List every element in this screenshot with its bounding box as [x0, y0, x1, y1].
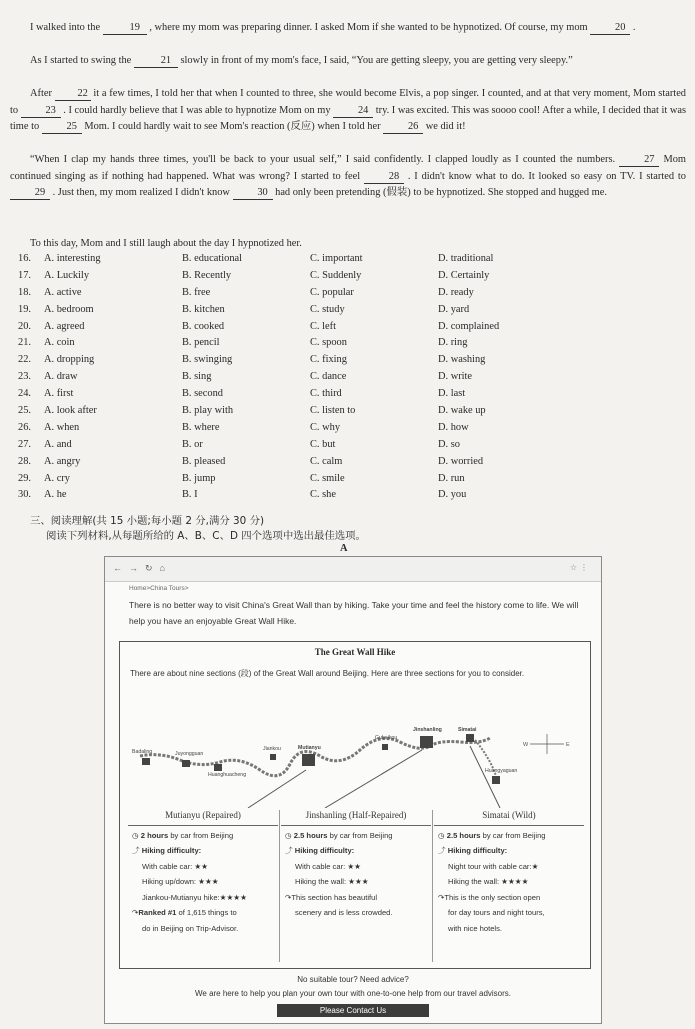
label-jinshanling: Jinshanling — [413, 727, 442, 733]
blank-24: 24 — [333, 104, 373, 118]
browser-toolbar — [105, 557, 601, 582]
note-line: scenery and is less crowded. — [295, 908, 393, 917]
option-choice[interactable]: B. cooked — [182, 320, 225, 332]
option-choice[interactable]: D. run — [438, 472, 465, 484]
cloze-paragraph-5: To this day, Mom and I still laugh about the day I hypnotized her. — [30, 238, 302, 249]
option-choice[interactable]: C. important — [310, 253, 363, 264]
difficulty-line: With cable car: ★★ — [295, 861, 361, 871]
note-bold: Ranked #1 — [138, 908, 177, 917]
option-choice[interactable]: C. smile — [310, 472, 345, 484]
hike-icon: ⤴ — [132, 846, 140, 855]
difficulty-label: Hiking difficulty: — [447, 846, 508, 855]
tower-jiankou — [270, 754, 276, 760]
option-choice[interactable]: D. how — [438, 421, 469, 433]
option-choice[interactable]: A. first — [44, 388, 74, 400]
compass-icon — [523, 734, 570, 754]
option-choice[interactable]: C. she — [310, 489, 336, 501]
option-row — [18, 270, 688, 287]
option-choice[interactable]: C. fixing — [310, 354, 347, 366]
text: Mom continued singing as if nothing had happened. What was wrong? I started to feel — [10, 154, 686, 182]
question-number: 26. — [18, 421, 31, 433]
option-choice[interactable]: A. agreed — [44, 320, 85, 332]
question-number: 24. — [18, 388, 31, 400]
panel-text: There are about nine sections (段) of the Great Wall around Beijing. Here are three sections for you to consider. — [130, 669, 525, 678]
difficulty-line: With cable car: ★★ — [142, 861, 208, 871]
label-huanghuacheng: Huanghuacheng — [208, 772, 247, 778]
option-choice[interactable]: B. play with — [182, 405, 234, 417]
option-choice[interactable]: A. he — [44, 489, 67, 501]
option-choice[interactable]: A. coin — [44, 337, 75, 349]
blank-26: 26 — [383, 120, 423, 134]
question-number: 16. — [18, 253, 31, 264]
option-choice[interactable]: C. calm — [310, 455, 343, 467]
time-value: 2 hours — [140, 830, 169, 840]
instruction-text: 阅读下列材料,从每题所给的 A、B、C、D 四个选项中选出最佳选项。 — [46, 530, 366, 542]
text: Mom. I could hardly wait to see Mom's reaction (反应) when I told her — [81, 121, 384, 132]
tower-mutianyu — [302, 754, 315, 766]
pointer-arrows — [248, 746, 500, 808]
difficulty-label: Hiking difficulty: — [294, 846, 355, 855]
label-simatai: Simatai — [458, 727, 477, 733]
text: I walked into the — [30, 22, 103, 33]
option-choice[interactable]: C. dance — [310, 371, 347, 383]
option-choice[interactable]: C. third — [310, 388, 342, 400]
note-line — [434, 890, 584, 906]
option-choice[interactable]: C. listen to — [310, 405, 356, 417]
hike-icon: ⤴ — [285, 846, 293, 855]
option-choice[interactable]: B. pleased — [182, 455, 226, 467]
option-choice[interactable]: A. interesting — [44, 253, 101, 264]
option-row — [18, 304, 688, 321]
difficulty-line: Night tour with cable car:★ — [448, 861, 539, 871]
column-divider — [279, 810, 280, 962]
option-choice[interactable]: D. wake up — [438, 405, 486, 417]
option-choice[interactable]: C. popular — [310, 286, 354, 298]
text: had only been pretending (假装) to be hypnotized. She stopped and hugged me. — [272, 187, 607, 198]
home-icon[interactable]: ⌂ — [159, 563, 165, 573]
star-icon[interactable]: ☆ — [569, 563, 580, 572]
option-row — [18, 439, 688, 456]
option-choice[interactable]: C. left — [310, 320, 336, 332]
panel-title: The Great Wall Hike — [314, 647, 396, 657]
clock-icon: ◷ — [438, 830, 445, 840]
option-choice[interactable]: D. traditional — [438, 253, 494, 264]
option-choice[interactable]: B. swinging — [182, 354, 233, 366]
breadcrumb[interactable]: Home>China Tours> — [129, 585, 189, 592]
footer-answer: We are here to help you plan your own tour with one-to-one help from our travel advisors. — [194, 989, 512, 998]
blank-20: 20 — [590, 21, 630, 35]
label-jiankou: Jiankou — [263, 746, 281, 752]
tower-gubeikou — [382, 744, 388, 750]
option-row — [18, 321, 688, 338]
blank-22: 22 — [55, 87, 91, 101]
passage-label: A — [340, 543, 348, 554]
option-row — [18, 253, 688, 270]
difficulty-heading — [128, 843, 278, 859]
tower-huanghuacheng — [214, 764, 222, 771]
option-choice[interactable]: D. so — [438, 438, 460, 450]
option-row — [18, 456, 688, 473]
option-choice[interactable]: D. yard — [438, 303, 470, 315]
reload-icon[interactable]: ↻ — [145, 563, 153, 573]
text: . — [630, 22, 636, 33]
blank-25: 25 — [42, 120, 82, 134]
difficulty-heading — [434, 843, 584, 859]
note-line — [128, 905, 278, 921]
blank-23: 23 — [21, 104, 61, 118]
section-columns — [128, 808, 582, 964]
question-number: 30. — [18, 489, 31, 501]
cloze-paragraph-4 — [10, 152, 686, 202]
note-icon: ↷ — [132, 908, 139, 917]
option-choice[interactable]: C. why — [310, 421, 341, 433]
question-number: 25. — [18, 405, 31, 417]
difficulty-line: Hiking the wall: ★★★ — [295, 877, 369, 886]
question-number: 22. — [18, 354, 31, 366]
browser-menu-icons — [570, 563, 591, 572]
text: , where my mom was preparing dinner. I asked Mom if she wanted to be hypnotized. Of course, my mom — [146, 22, 591, 33]
section-title: Mutianyu (Repaired) — [128, 808, 278, 826]
compass-west: W — [523, 742, 529, 748]
option-choice[interactable]: B. I — [182, 489, 198, 501]
option-choice[interactable]: D. worried — [438, 455, 484, 467]
column-divider — [432, 810, 433, 962]
question-number: 20. — [18, 320, 31, 332]
blank-29: 29 — [10, 186, 50, 200]
label-gubeikou: Gubeikou — [375, 735, 398, 741]
option-choice[interactable]: C. spoon — [310, 337, 347, 349]
blank-19: 19 — [103, 21, 147, 35]
option-choice[interactable]: D. ring — [438, 337, 468, 349]
difficulty-heading — [281, 843, 431, 859]
tower-icons — [142, 734, 500, 784]
blank-28: 28 — [364, 170, 404, 184]
nav-icons — [113, 563, 172, 574]
option-choice[interactable]: D. Certainly — [438, 269, 490, 281]
option-choice[interactable]: A. Luckily — [44, 269, 90, 281]
option-row — [18, 473, 688, 490]
cloze-paragraph-1 — [10, 20, 686, 37]
cloze-paragraph-3 — [10, 86, 686, 136]
section-heading: 三、阅读理解(共 15 小题;每小题 2 分,满分 30 分) — [30, 515, 265, 527]
question-number: 28. — [18, 455, 31, 467]
note-line: with nice hotels. — [448, 923, 503, 933]
tower-badaling — [142, 758, 150, 765]
label-badaling: Badaling — [132, 749, 153, 755]
cloze-paragraph-2 — [10, 53, 686, 70]
option-choice[interactable]: B. Recently — [182, 269, 232, 281]
section-title: Simatai (Wild) — [434, 808, 584, 826]
option-choice[interactable]: B. pencil — [182, 337, 220, 349]
tower-huangyaguan — [492, 776, 500, 784]
time-text: by car from Beijing — [327, 830, 393, 840]
option-row — [18, 287, 688, 304]
option-choice[interactable]: B. where — [182, 421, 220, 433]
text: . I could hardly believe that I was able to hypnotize Mom on my — [60, 104, 334, 116]
option-choice[interactable]: D. ready — [438, 286, 474, 298]
option-choice[interactable]: A. angry — [44, 455, 81, 467]
tower-juyongguan — [182, 760, 190, 767]
text: As I started to swing the — [30, 55, 134, 66]
question-number: 29. — [18, 472, 31, 484]
option-choice[interactable]: A. bedroom — [44, 303, 94, 315]
note-text: of 1,615 things to — [176, 908, 237, 917]
option-row — [18, 489, 688, 506]
option-choice[interactable]: C. study — [310, 303, 345, 315]
intro-text: There is no better way to visit China's Great Wall than by hiking. Take your time and feel the history come to life. We will help you have an enjoyable Great Wall Hike. — [129, 600, 579, 626]
text: . Just then, my mom realized I didn't know — [50, 187, 233, 198]
text: After — [30, 88, 55, 99]
option-row — [18, 337, 688, 354]
question-number: 27. — [18, 438, 31, 450]
option-choice[interactable]: A. cry — [44, 472, 70, 484]
option-choice[interactable]: D. you — [438, 489, 467, 501]
note-icon: ↷ — [285, 892, 292, 902]
blank-21: 21 — [134, 54, 178, 68]
text: . I didn't know what to do. It looked so easy on TV. I started to — [403, 170, 686, 182]
time-value: 2.5 hours — [293, 830, 328, 840]
section-title: Jinshanling (Half-Repaired) — [281, 808, 431, 826]
question-number: 21. — [18, 337, 31, 349]
option-choice[interactable]: B. or — [182, 438, 203, 450]
tower-jinshanling — [420, 736, 433, 748]
option-choice[interactable]: A. when — [44, 421, 80, 433]
clock-icon: ◷ — [285, 830, 292, 840]
label-mutianyu: Mutianyu — [298, 745, 321, 751]
question-number: 17. — [18, 269, 31, 281]
option-choice[interactable]: D. last — [438, 388, 466, 400]
option-row — [18, 354, 688, 371]
contact-us-button[interactable]: Please Contact Us — [277, 1004, 429, 1017]
browser-window — [104, 556, 602, 1024]
question-number: 23. — [18, 371, 31, 383]
option-choice[interactable]: B. jump — [182, 472, 216, 484]
note-icon: ↷ — [438, 892, 445, 902]
difficulty-line: Hiking up/down: ★★★ — [142, 877, 219, 886]
question-number: 18. — [18, 286, 31, 298]
option-row — [18, 422, 688, 439]
great-wall-hike-panel — [119, 641, 591, 969]
option-choice[interactable]: A. draw — [44, 371, 78, 383]
section-jinshanling — [281, 808, 431, 964]
option-choice[interactable]: B. sing — [182, 371, 212, 383]
section-simatai — [434, 808, 584, 964]
text: it a few times, I told her that when I counted to three, she would become Elvis, a pop singer. I counted, and at that very moment, Mom started to — [10, 88, 686, 116]
option-row — [18, 371, 688, 388]
compass-east: E — [566, 742, 570, 748]
hike-icon: ⤴ — [438, 846, 446, 855]
option-choice[interactable]: B. educational — [182, 253, 243, 264]
great-wall-map — [120, 698, 590, 808]
travel-time — [128, 828, 278, 844]
option-choice[interactable]: B. kitchen — [182, 303, 225, 315]
tower-simatai — [466, 734, 474, 742]
note-line: do in Beijing on Trip-Advisor. — [142, 923, 239, 933]
note-text: This is the only section open — [444, 892, 541, 902]
option-choice[interactable]: B. free — [182, 286, 211, 298]
time-value: 2.5 hours — [446, 830, 481, 840]
time-text: by car from Beijing — [480, 830, 546, 840]
option-choice[interactable]: B. second — [182, 388, 223, 400]
clock-icon: ◷ — [132, 830, 139, 840]
option-row — [18, 388, 688, 405]
text: slowly in front of my mom's face, I said, “You are getting sleepy, you are getting very sleepy.” — [177, 55, 573, 66]
question-number: 19. — [18, 303, 31, 315]
option-choice[interactable]: D. write — [438, 371, 473, 383]
note-line — [281, 890, 431, 906]
blank-30: 30 — [233, 186, 273, 200]
option-choice[interactable]: A. and — [44, 438, 72, 450]
option-choice[interactable]: A. dropping — [44, 354, 95, 366]
option-choice[interactable]: A. look after — [44, 405, 97, 417]
option-choice[interactable]: A. active — [44, 286, 82, 298]
option-row — [18, 405, 688, 422]
text: try. I was excited. This was soooo cool! After a while, I decided that it was time to — [10, 104, 686, 132]
forward-icon[interactable]: → — [129, 563, 138, 573]
time-text: by car from Beijing — [168, 830, 234, 840]
difficulty-line: Jiankou-Mutianyu hike:★★★★ — [142, 892, 247, 902]
option-choice[interactable]: C. Suddenly — [310, 269, 362, 281]
text: “When I clap my hands three times, you'll be back to your usual self,” I said confidently. I clapped loudly as I counted the numbers. — [30, 154, 620, 165]
travel-time — [281, 828, 431, 844]
label-huangyaguan: Huangyaguan — [485, 768, 518, 774]
travel-time — [434, 828, 584, 844]
label-juyongguan: Juyongguan — [175, 751, 204, 757]
note-line: for day tours and night tours, — [448, 908, 545, 917]
option-choice[interactable]: C. but — [310, 438, 336, 450]
option-choice[interactable]: D. complained — [438, 320, 500, 332]
note-text: This section has beautiful — [291, 892, 378, 902]
back-icon[interactable]: ← — [113, 563, 122, 573]
text: we did it! — [423, 121, 466, 132]
blank-27: 27 — [619, 153, 659, 167]
section-mutianyu — [128, 808, 278, 964]
difficulty-line: Hiking the wall: ★★★★ — [448, 877, 529, 886]
difficulty-label: Hiking difficulty: — [141, 846, 202, 855]
menu-icon[interactable]: ⋮ — [580, 563, 591, 572]
option-choice[interactable]: D. washing — [438, 354, 486, 366]
options-list — [18, 253, 688, 506]
footer-question: No suitable tour? Need advice? — [297, 975, 409, 984]
